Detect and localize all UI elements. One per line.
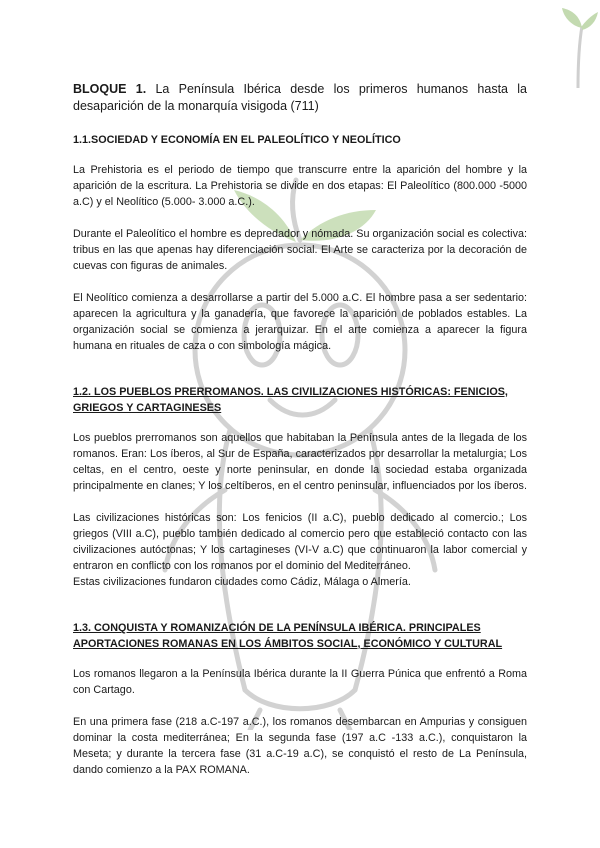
title-text: La Península Ibérica desde los primeros humanos hasta la desaparición de la monarquía visigoda (711) [73,82,527,113]
section-1-paragraph-2: Durante el Paleolítico el hombre es depredador y nómada. Su organización social es colectiva: tribus en las que apenas hay diferenciación social. El Arte se caracteriza por la decoración de cuevas con figuras de animales. [73,228,527,272]
section-heading-2: 1.2. LOS PUEBLOS PRERROMANOS. LAS CIVILIZACIONES HISTÓRICAS: FENICIOS, GRIEGOS Y CARTAGINESES [73,386,508,414]
sprout-watermark-icon [558,4,598,88]
section-2-paragraph-3: Estas civilizaciones fundaron ciudades como Cádiz, Málaga o Almería. [73,576,411,588]
section-3-paragraph-1: Los romanos llegaron a la Península Ibérica durante la II Guerra Púnica que enfrentó a Roma con Cartago. [73,668,527,696]
section-heading-3: 1.3. CONQUISTA Y ROMANIZACIÓN DE LA PENÍNSULA IBÉRICA. PRINCIPALES APORTACIONES ROMANAS EN LOS ÁMBITOS SOCIAL, ECONÓMICO Y CULTURAL [73,622,503,650]
section-heading-1: 1.1.SOCIEDAD Y ECONOMÍA EN EL PALEOLÍTICO Y NEOLÍTICO [73,134,401,146]
section-2-paragraph-2: Las civilizaciones históricas son: Los fenicios (II a.C), pueblo dedicado al comercio.; Los griegos (VIII a.C), pueblo también dedicado al comercio pero que estableció contacto con las civilizaciones autóctonas; Y los cartagineses (VI-V a.C) que continuaron la labor comercial y entraron en conflicto con los romanos por el dominio del Mediterráneo. [73,512,527,572]
section-2-paragraph-1: Los pueblos prerromanos son aquellos que habitaban la Península antes de la llegada de los romanos. Eran: Los íberos, al Sur de España, caracterizados por desarrollar la metalurgia; Los celtas, en el centro, oeste y norte peninsular, en donde la sociedad estaba organizada principalmente en clanes; Y los celtíberos, en el centro peninsular, influenciados por los íberos. [73,432,527,492]
section-1-paragraph-1: La Prehistoria es el periodo de tiempo que transcurre entre la aparición del hombre y la aparición de la escritura. La Prehistoria se divide en dos etapas: El Paleolítico (800.000 -5000 a.C) y el Neolítico (5.000- 3.000 a.C.). [73,164,527,208]
document-title [73,81,527,115]
document-body [73,81,527,794]
title-prefix: BLOQUE 1. [73,82,147,96]
section-3-paragraph-2: En una primera fase (218 a.C-197 a.C.), los romanos desembarcan en Ampurias y consiguen dominar la costa mediterránea; En la segunda fase (197 a.C -133 a.C.), conquistaron la Meseta; y durante la tercera fase (31 a.C-19 a.C), se conquistó el resto de La Península, dando comienzo a la PAX ROMANA. [73,716,527,776]
section-1-paragraph-3: El Neolítico comienza a desarrollarse a partir del 5.000 a.C. El hombre pasa a ser sedentario: aparecen la agricultura y la ganadería, que favorece la aparición de poblados estables. La organización social se comienza a jerarquizar. En el arte comienza a aparecer la figura humana en rituales de caza o con simbología mágica. [73,292,527,352]
